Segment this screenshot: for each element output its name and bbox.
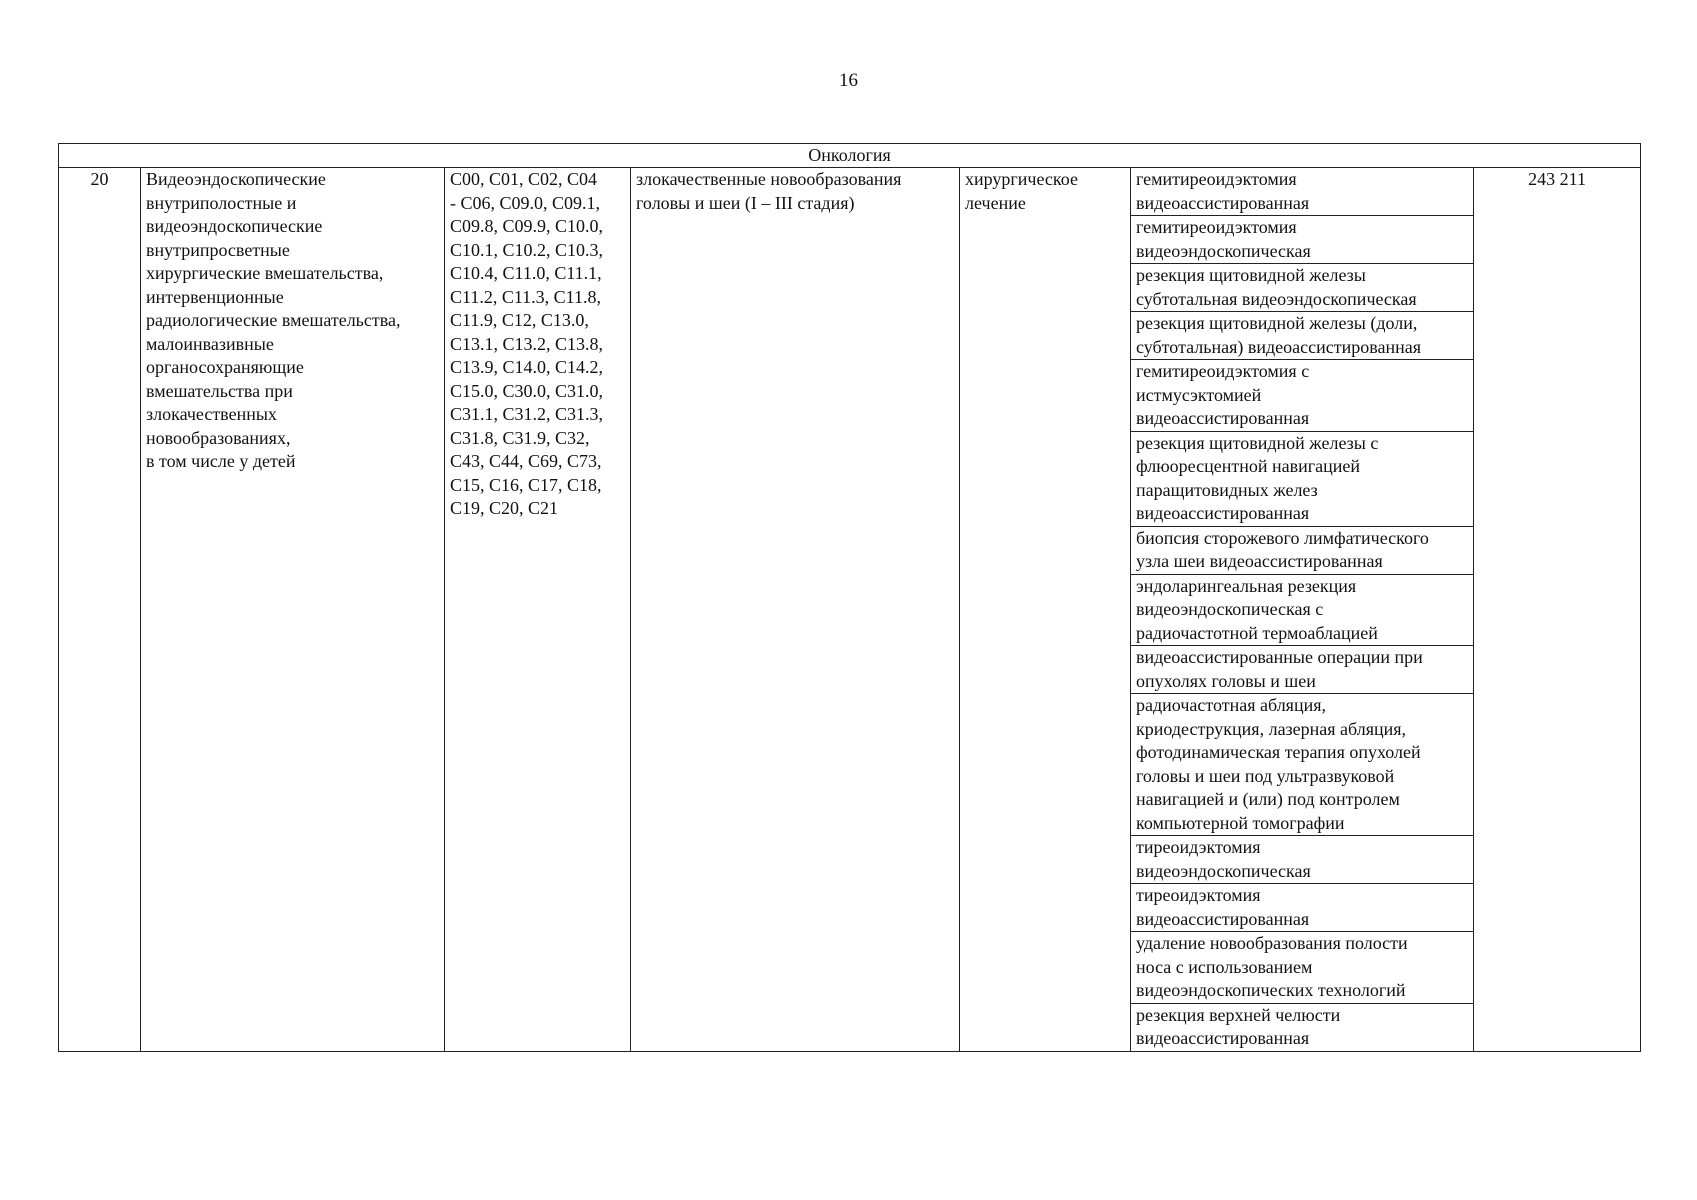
method-item: тиреоидэктомия видеоассистированная bbox=[1131, 884, 1473, 932]
diagnosis: злокачественные новообразования головы и шеи (I – III стадия) bbox=[631, 168, 960, 1052]
page-number: 16 bbox=[839, 70, 858, 91]
method-item: гемитиреоидэктомия видеоэндоскопическая bbox=[1131, 216, 1473, 264]
treatment-type: хирургическое лечение bbox=[960, 168, 1131, 1052]
cost-value: 243 211 bbox=[1474, 168, 1641, 1052]
section-header-row bbox=[59, 144, 1641, 168]
method-item: резекция щитовидной железы с флюоресцентной навигацией паращитовидных желез видеоассистированная bbox=[1131, 432, 1473, 527]
treatment-methods bbox=[1131, 168, 1474, 1052]
method-item: радиочастотная абляция, криодеструкция, лазерная абляция, фотодинамическая терапия опухолей головы и шеи под ультразвуковой навигацией и (или) под контролем компьютерной томографии bbox=[1131, 694, 1473, 836]
method-item: видеоассистированные операции при опухолях головы и шеи bbox=[1131, 646, 1473, 694]
intervention-name: Видеоэндоскопические внутриполостные и видеоэндоскопические внутрипросветные хирургические вмешательства, интервенционные радиологические вмешательства, малоинвазивные органосохраняющие вмешательства при злокачественных новообразованиях, в том числе у детей bbox=[141, 168, 445, 1052]
method-item: резекция щитовидной железы субтотальная видеоэндоскопическая bbox=[1131, 264, 1473, 312]
method-item: удаление новообразования полости носа с использованием видеоэндоскопических технологий bbox=[1131, 932, 1473, 1004]
row-number: 20 bbox=[59, 168, 141, 1052]
table-row bbox=[59, 168, 1641, 1052]
method-item: эндоларингеальная резекция видеоэндоскопическая с радиочастотной термоаблацией bbox=[1131, 575, 1473, 647]
method-item: гемитиреоидэктомия с истмусэктомией видеоассистированная bbox=[1131, 360, 1473, 432]
method-item: биопсия сторожевого лимфатического узла шеи видеоассистированная bbox=[1131, 527, 1473, 575]
section-title: Онкология bbox=[59, 144, 1641, 168]
oncology-table bbox=[58, 143, 1641, 1052]
icd-codes: C00, C01, C02, C04 - C06, C09.0, C09.1, C09.8, C09.9, C10.0, C10.1, C10.2, C10.3, C10.4, C11.0, C11.1, C11.2, C11.3, C11.8, C11.9, C12, C13.0, C13.1, C13.2, C13.8, C13.9, C14.0, C14.2, C15.0, C30.0, C31.0, C31.1, C31.2, C31.3, C31.8, C31.9, C32, C43, C44, C69, C73, C15, C16, C17, C18, C19, C20, C21 bbox=[445, 168, 631, 1052]
method-item: тиреоидэктомия видеоэндоскопическая bbox=[1131, 836, 1473, 884]
method-item: резекция щитовидной железы (доли, субтотальная) видеоассистированная bbox=[1131, 312, 1473, 360]
method-item: гемитиреоидэктомия видеоассистированная bbox=[1131, 168, 1473, 216]
method-item: резекция верхней челюсти видеоассистированная bbox=[1136, 1004, 1341, 1048]
